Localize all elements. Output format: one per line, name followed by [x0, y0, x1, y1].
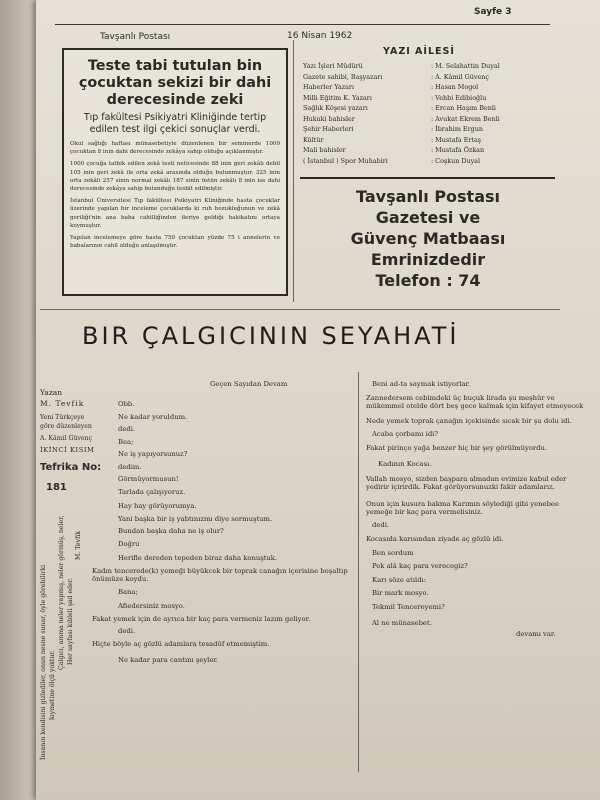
staff-row — [303, 157, 558, 168]
staff-title: YAZI AİLESİ — [383, 46, 455, 57]
author-label: Yazan — [40, 388, 63, 397]
story-line: Karı söze atıldı: — [372, 575, 427, 584]
serial-editor: A. Kâmil Güvenç — [40, 435, 93, 442]
staff-role: Sağlık Köşesi yazarı — [303, 104, 368, 112]
story-line: dedi. — [118, 627, 136, 635]
staff-name: : A. Kâmil Güvenç — [431, 72, 489, 81]
staff-row — [303, 94, 558, 105]
story-line: Bana; — [118, 587, 138, 596]
story-line: Tekmil Tencereyemi? — [372, 602, 445, 611]
story-line: Nede yemek toprak çanağın içekisinde sıcak bir şu dolu idi. — [366, 416, 572, 425]
staff-role: Kültür — [303, 135, 324, 144]
staff-name: : Coşkun Duyal — [431, 156, 481, 165]
staff-role: Gazete sahibi, Başyazarı — [303, 72, 383, 81]
ad-line-2: Gazetesi ve — [375, 208, 481, 227]
story-line: Ne kadar para cantını şeyler. — [118, 656, 219, 664]
story-line: Pek alâ kaç para verecegiz? — [372, 562, 468, 570]
staff-role: Yazı İşleri Müdürü — [303, 62, 363, 70]
staff-row — [303, 83, 558, 94]
story-line: Acaba çorbamı idi? — [372, 430, 439, 438]
continued-label: Geçen Sayıdan Devam — [210, 380, 288, 388]
section-rule — [40, 309, 560, 310]
ad-line-3: Güvenç Matbaası — [350, 229, 506, 248]
story-line: Kadının Kocası. — [378, 460, 432, 468]
staff-name: : Avukat Ekrem Benli — [431, 114, 500, 123]
staff-row — [303, 125, 558, 136]
staff-row — [303, 115, 558, 126]
story-line: dedi. — [372, 520, 390, 529]
story-line: Hiçte böyle aç gözlü adamlara tesadüf etmemiştim. — [92, 639, 270, 648]
masthead-date: 16 Nisan 1962 — [287, 31, 353, 41]
header-rule — [55, 24, 550, 25]
article-paragraph-1: Okul sağlığı haftası münasebetiyle düzenlenen bir seminerde 1000 çocuktan 8 inin dahi derecesinde zekâya sahip olduğu açıklanmıştır. — [70, 141, 280, 156]
staff-rule — [300, 177, 555, 179]
story-line: Kocasıda karısından ziyade aç gözlü idi. — [366, 535, 504, 543]
staff-role: Mali bahisler — [303, 146, 346, 154]
staff-row — [303, 146, 558, 157]
article-subhead: Tıp fakültesi Psikiyatri Kliniğinde tertip edilen test ilgi çekici sonuçlar verdi. — [83, 112, 267, 135]
article-paragraph-3: İstanbul Üniversitesi Tıp fakültesi Psikiyatri Kliniğinde hasta çocuklar üzerinde yapılan bir inceleme çocuklarda ki ruh bozukluğunun ve zekâ geriliği'nin ana baba cahilliğinden ileriye geldiği hakikatını ortaya koymuştur. — [70, 198, 280, 229]
serial-note-2: göre düzenleyen — [40, 423, 92, 430]
story-line: Beni ad-ta saymak istiyorlar. — [372, 380, 471, 388]
article-headline: Teste tabi tutulan bin çocuktan sekizi bir dahi derecesinde zeki — [78, 58, 272, 108]
story-continued: devamı var. — [516, 629, 556, 638]
staff-row — [303, 73, 558, 84]
story-line: Obb. — [118, 400, 135, 408]
serial-title: BIR ÇALGICININ SEYAHATİ — [82, 322, 460, 350]
story-line: Vallah mosyo, sizden başpara almadan evimize kabul eder yedirir içirirdik. Fakat görüyorsunuzki fakir adamlarız. — [366, 474, 567, 491]
ad-line-5: Telefon : 74 — [375, 271, 481, 290]
serial-part: İKİNCİ KISIM — [40, 446, 95, 454]
staff-role: Hukuki bahisler — [303, 114, 355, 123]
masthead-paper: Tavşanlı Postası — [100, 32, 171, 42]
tefrika-label: Tefrika No: — [40, 462, 102, 473]
column-divider — [293, 40, 294, 302]
story-line: Bea; — [118, 437, 134, 446]
article-paragraph-2: 1000 çocuğa tatbik edilen zekâ testi neticesinde 88 inin geri zekâlı debil 105 inin geri zekâ ile orta zekâ arasında olduğu bulunmuştur. 325 inin orta zekâlı 257 sinin normal zekâlı 187 sinin üstün zekâlı 8 inin ise dahi derecesinde zekâya sahip bulunduğu tesbit edilmiştir. — [70, 161, 280, 193]
staff-name: : Ercan Haşım Benli — [431, 104, 496, 112]
staff-name: : İbrahim Ergun — [431, 125, 483, 133]
staff-name: : Vehbi Edibioğlu — [431, 93, 487, 102]
advertisement — [312, 186, 544, 291]
vertical-text-1: İnsanın kendisini gizlediler, onun nesne sunar, öyle görebilirki — [40, 564, 47, 760]
story-line: Fakat yemek için de ayrıca bir kaç para vermeniz lazım geliyor. — [92, 614, 311, 623]
story-line: Fakat pirinço yağa benzer hiç bir şey görülmüyordu. — [366, 443, 548, 452]
staff-row — [303, 104, 558, 115]
story-line: Kadın tencerede(k) yemeği büyükcek bir toprak canağın içerisine boşaltıp önümüze koydu. — [92, 566, 348, 583]
story-line: Ne iş yapıyorsunuz? — [118, 450, 188, 458]
article-paragraph-4: Yapılan incelemeye göre hasta 750 çocuktan yüzde 75 i annelerin ve babalarının cahil olduğu anlaşılmıştır. — [70, 235, 280, 250]
staff-role: Haberler Yazarı — [303, 83, 355, 91]
tefrika-number: 181 — [46, 482, 67, 493]
story-line: Herifle dereden tepeden biraz daha konuştuk. — [118, 554, 278, 562]
story-line: Bundan başka daha ne iş olur? — [118, 527, 224, 535]
story-line: Onun için kusura bakma Karımın söylediği gibi yenebee yemeğe bir kaç para vermelisiniz. — [366, 499, 559, 516]
staff-name: : Mustafa Özkan — [431, 146, 485, 154]
article-box — [62, 48, 288, 296]
story-column-divider — [358, 372, 359, 772]
story-line: Zannedersem cebimdeki üç buçuk lirada şu meşhûr ve mükemmel otelde dört beş gece kalmak için kifayet etmeyecek — [366, 393, 584, 410]
staff-name: : M. Selahattin Duyal — [431, 62, 500, 70]
story-line: Hay hay görüyorumya. — [118, 502, 197, 510]
story-line: Afiedersiniz mosyo. — [118, 602, 185, 610]
story-line: dedi. — [118, 425, 136, 433]
staff-row — [303, 136, 558, 147]
ad-line-4: Emrinizdedir — [370, 250, 486, 269]
staff-row — [303, 62, 558, 73]
vertical-text-2: kıymetine ölçü yoktur. — [49, 650, 56, 720]
staff-name: : Hasan Mogol — [431, 83, 479, 91]
staff-name: : Mustafa Ertaş — [431, 135, 482, 144]
ad-line-1: Tavşanlı Postası — [355, 187, 501, 206]
story-line: Yani başka bir iş yabtınızmı diye sormuştum. — [118, 514, 273, 523]
story-line: Ne kadar yoruldum. — [118, 412, 188, 421]
story-line: Al ne münasebet. — [372, 619, 432, 627]
vertical-text-4: Her sayfası kıbleli şad eder. — [67, 577, 74, 665]
staff-role: Şehir Haberleri — [303, 125, 354, 133]
vertical-text-5: M. Tevfik — [75, 531, 82, 560]
story-line: Görmüyormusun! — [118, 475, 179, 483]
story-line: Bir mark mosyo. — [372, 589, 429, 597]
story-column-1 — [92, 400, 350, 665]
story-line: dedim. — [118, 462, 142, 471]
page-number: Sayfe 3 — [474, 7, 512, 17]
story-line: Doğru — [118, 539, 140, 548]
story-line: Tarlada çalışıyoruz. — [118, 487, 186, 496]
staff-list — [303, 62, 558, 167]
vertical-text-3: Çalgıcı, amma neler yapmış, neler görmüş, neler, — [58, 515, 65, 670]
staff-role: Milli Eğitim K. Yazarı — [303, 93, 372, 102]
serial-note-1: Yeni Türkçeye — [40, 414, 85, 421]
story-column-2 — [366, 380, 584, 638]
staff-role: ( İstanbul ) Spor Muhabiri — [303, 156, 388, 165]
serial-author: M. Tevfik — [40, 399, 85, 408]
story-line: Ben sordum — [372, 548, 414, 557]
